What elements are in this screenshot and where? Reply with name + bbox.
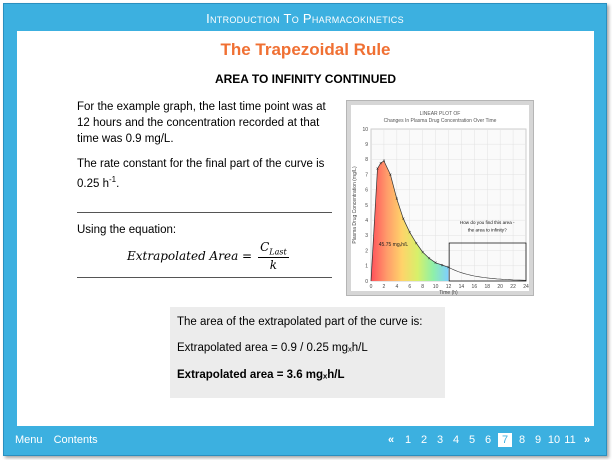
- data-point: ×: [414, 240, 418, 247]
- y-tick-label: 8: [365, 157, 368, 164]
- y-axis-label: Plasma Drug Concentration (mg/L): [352, 166, 358, 244]
- content-panel: [17, 31, 594, 426]
- x-tick-label: 20: [497, 284, 503, 290]
- y-tick-label: 1: [365, 263, 368, 270]
- x-tick-label: 12: [445, 284, 452, 290]
- page-9-button[interactable]: 9: [534, 434, 542, 446]
- previous-page-button[interactable]: «: [387, 434, 395, 446]
- x-tick-label: 6: [408, 284, 412, 290]
- page-7-button[interactable]: 7: [498, 433, 512, 447]
- annotation-text: How do you find this area -: [459, 220, 515, 225]
- pagination: [382, 432, 596, 448]
- contents-link[interactable]: Contents: [53, 434, 98, 446]
- x-tick-label: 2: [382, 284, 386, 290]
- data-point: ×: [421, 249, 425, 256]
- x-axis-label: Time (h): [439, 290, 458, 295]
- chart-subtitle: Changes In Plasma Drug Concentration Over Time: [383, 118, 497, 124]
- app-frame: [3, 3, 607, 456]
- divider-top: [77, 212, 332, 213]
- x-tick-label: 0: [369, 284, 373, 290]
- x-tick-label: 22: [510, 284, 516, 290]
- rate-constant-exponent: -1: [108, 175, 117, 184]
- x-tick-label: 8: [421, 284, 425, 290]
- y-tick-label: 3: [365, 233, 368, 240]
- equation-numerator: [258, 240, 289, 257]
- x-tick-label: 10: [432, 284, 439, 290]
- menu-link[interactable]: Menu: [15, 434, 43, 446]
- data-point: ×: [434, 260, 438, 267]
- data-point: ×: [440, 262, 444, 269]
- page-numbers: [400, 432, 578, 448]
- rate-constant-period: .: [116, 177, 120, 190]
- page-10-button[interactable]: 10: [547, 434, 561, 446]
- data-point: ×: [395, 196, 399, 203]
- annotation-text: the area to infinity?: [467, 227, 507, 233]
- page-6-button[interactable]: 6: [484, 434, 492, 446]
- page-4-button[interactable]: 4: [452, 434, 460, 446]
- result-intro: The area of the extrapolated part of the curve is:: [177, 316, 423, 328]
- result-panel: [170, 307, 445, 398]
- data-point: ×: [382, 158, 386, 165]
- page-8-button[interactable]: 8: [518, 434, 526, 446]
- data-point: ×: [427, 256, 431, 262]
- x-tick-label: 16: [471, 284, 478, 290]
- equation-lhs: Extrapolated Area =: [127, 249, 253, 263]
- y-tick-label: 2: [365, 248, 368, 255]
- rate-constant-paragraph: [77, 156, 337, 192]
- area-label: 45.75 mgₓh/L: [378, 242, 409, 249]
- x-tick-label: 18: [484, 284, 491, 290]
- y-tick-label: 6: [365, 187, 368, 194]
- x-tick-label: 4: [395, 284, 399, 290]
- page-1-button[interactable]: 1: [404, 434, 412, 446]
- result-formula: Extrapolated area = 0.9 / 0.25 mgₓh/L: [177, 342, 368, 354]
- x-tick-label: 24: [523, 284, 529, 290]
- page-title: The Trapezoidal Rule: [220, 40, 391, 59]
- equation-numerator-subscript: Last: [269, 247, 287, 257]
- data-point: ×: [447, 265, 450, 272]
- equation-numerator-symbol: C: [260, 240, 270, 255]
- y-tick-label: 10: [362, 126, 368, 133]
- equation-denominator: k: [269, 257, 278, 272]
- data-point: ×: [408, 230, 412, 237]
- page-5-button[interactable]: 5: [468, 434, 476, 446]
- equation-fraction: [258, 240, 289, 271]
- rate-constant-text: The rate constant for the final part of the curve is 0.25 h: [77, 158, 325, 190]
- equation-label: Using the equation:: [77, 224, 177, 236]
- equation: [127, 239, 289, 273]
- y-tick-label: 0: [365, 278, 368, 285]
- section-subtitle: AREA TO INFINITY CONTINUED: [214, 72, 397, 86]
- result-answer: Extrapolated area = 3.6 mgₓh/L: [177, 369, 345, 381]
- data-point: ×: [388, 172, 392, 179]
- footer-nav: [15, 434, 106, 446]
- intro-paragraph: For the example graph, the last time point was at 12 hours and the concentration recorded at that time was 0.9 mg/L.: [77, 101, 326, 145]
- data-point: ×: [401, 216, 405, 223]
- chart-svg: [347, 101, 533, 295]
- y-tick-label: 4: [365, 218, 368, 224]
- next-page-button[interactable]: »: [583, 434, 591, 446]
- course-title: Introduction To Pharmacokinetics: [206, 11, 404, 26]
- page-3-button[interactable]: 3: [436, 434, 444, 446]
- x-tick-label: 14: [458, 284, 465, 290]
- data-point: ×: [379, 161, 383, 167]
- y-tick-label: 9: [365, 142, 368, 148]
- data-point: ×: [375, 166, 379, 173]
- y-tick-label: 5: [365, 202, 368, 209]
- divider-bottom: [77, 277, 332, 278]
- concentration-chart: [346, 100, 534, 296]
- chart-title: LINEAR PLOT OF: [419, 111, 461, 117]
- plot-area: [352, 127, 529, 295]
- page-2-button[interactable]: 2: [420, 434, 428, 446]
- y-tick-label: 7: [365, 172, 368, 179]
- page-11-button[interactable]: 11: [564, 434, 576, 446]
